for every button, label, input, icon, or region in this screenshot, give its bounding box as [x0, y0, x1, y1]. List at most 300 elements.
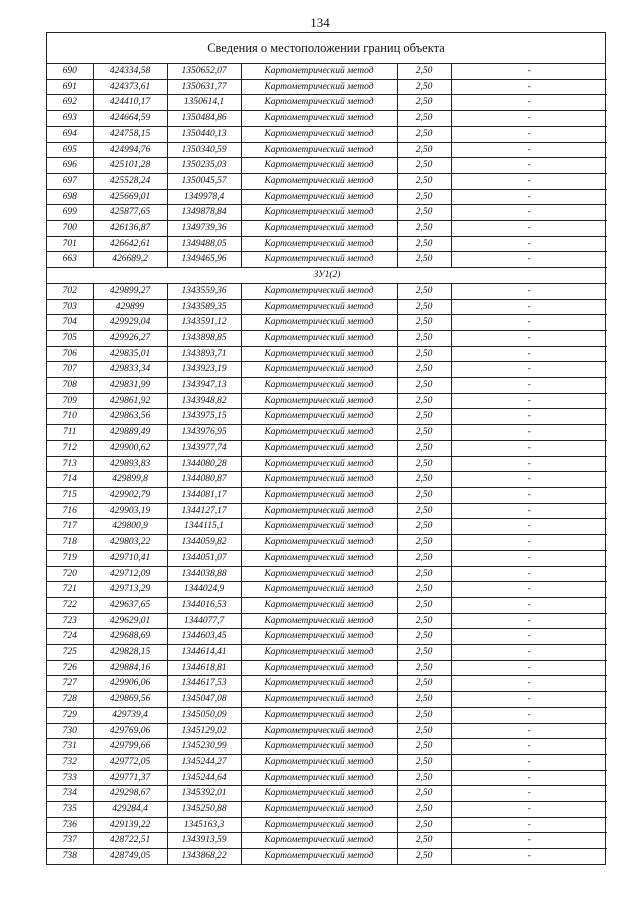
y-coordinate-cell: 1343977,74 — [167, 440, 241, 456]
y-coordinate-cell: 1344127,17 — [167, 503, 241, 519]
description-cell: - — [451, 519, 607, 535]
y-coordinate-cell: 1343868,22 — [167, 849, 241, 864]
x-coordinate-cell: 429139,22 — [93, 817, 167, 833]
table-row — [47, 723, 607, 739]
accuracy-cell: 2,50 — [397, 362, 451, 378]
description-cell: - — [451, 676, 607, 692]
x-coordinate-cell: 428749,05 — [93, 849, 167, 864]
point-number-cell: 702 — [47, 283, 93, 299]
method-cell: Картометрический метод — [241, 535, 397, 551]
method-cell: Картометрический метод — [241, 817, 397, 833]
method-cell: Картометрический метод — [241, 597, 397, 613]
description-cell: - — [451, 173, 607, 189]
point-number-cell: 711 — [47, 425, 93, 441]
accuracy-cell: 2,50 — [397, 597, 451, 613]
description-cell: - — [451, 409, 607, 425]
method-cell: Картометрический метод — [241, 754, 397, 770]
y-coordinate-cell: 1349978,4 — [167, 189, 241, 205]
accuracy-cell: 2,50 — [397, 629, 451, 645]
y-coordinate-cell: 1350045,57 — [167, 173, 241, 189]
x-coordinate-cell: 424334,58 — [93, 64, 167, 79]
x-coordinate-cell: 429861,92 — [93, 393, 167, 409]
coordinates-table — [47, 64, 607, 864]
x-coordinate-cell: 429769,06 — [93, 723, 167, 739]
table-row — [47, 550, 607, 566]
method-cell: Картометрический метод — [241, 456, 397, 472]
table-row — [47, 283, 607, 299]
boundary-table-frame — [46, 32, 606, 865]
method-cell: Картометрический метод — [241, 786, 397, 802]
table-row — [47, 158, 607, 174]
description-cell: - — [451, 613, 607, 629]
point-number-cell: 737 — [47, 833, 93, 849]
x-coordinate-cell: 429902,79 — [93, 487, 167, 503]
x-coordinate-cell: 429713,29 — [93, 582, 167, 598]
method-cell: Картометрический метод — [241, 173, 397, 189]
point-number-cell: 731 — [47, 739, 93, 755]
x-coordinate-cell: 429771,37 — [93, 770, 167, 786]
table-row — [47, 535, 607, 551]
method-cell: Картометрический метод — [241, 487, 397, 503]
method-cell: Картометрический метод — [241, 236, 397, 252]
method-cell: Картометрический метод — [241, 645, 397, 661]
accuracy-cell: 2,50 — [397, 582, 451, 598]
x-coordinate-cell: 429637,65 — [93, 597, 167, 613]
y-coordinate-cell: 1344059,82 — [167, 535, 241, 551]
point-number-cell: 727 — [47, 676, 93, 692]
y-coordinate-cell: 1350652,07 — [167, 64, 241, 79]
table-row — [47, 503, 607, 519]
y-coordinate-cell: 1350340,59 — [167, 142, 241, 158]
x-coordinate-cell: 429889,49 — [93, 425, 167, 441]
y-coordinate-cell: 1350440,13 — [167, 126, 241, 142]
x-coordinate-cell: 429900,62 — [93, 440, 167, 456]
y-coordinate-cell: 1344024,9 — [167, 582, 241, 598]
coordinates-table-body — [47, 64, 607, 864]
page-number: 134 — [310, 15, 330, 30]
table-row — [47, 566, 607, 582]
y-coordinate-cell: 1344080,87 — [167, 472, 241, 488]
accuracy-cell: 2,50 — [397, 346, 451, 362]
x-coordinate-cell: 429833,34 — [93, 362, 167, 378]
point-number-cell: 730 — [47, 723, 93, 739]
table-row — [47, 786, 607, 802]
accuracy-cell: 2,50 — [397, 409, 451, 425]
description-cell: - — [451, 629, 607, 645]
method-cell: Картометрический метод — [241, 126, 397, 142]
description-cell: - — [451, 189, 607, 205]
description-cell: - — [451, 346, 607, 362]
point-number-cell: 663 — [47, 252, 93, 268]
accuracy-cell: 2,50 — [397, 849, 451, 864]
point-number-cell: 699 — [47, 205, 93, 221]
x-coordinate-cell: 429926,27 — [93, 330, 167, 346]
y-coordinate-cell: 1349465,96 — [167, 252, 241, 268]
x-coordinate-cell: 425528,24 — [93, 173, 167, 189]
accuracy-cell: 2,50 — [397, 613, 451, 629]
accuracy-cell: 2,50 — [397, 645, 451, 661]
method-cell: Картометрический метод — [241, 739, 397, 755]
table-row — [47, 472, 607, 488]
y-coordinate-cell: 1344618,81 — [167, 660, 241, 676]
accuracy-cell: 2,50 — [397, 221, 451, 237]
y-coordinate-cell: 1343913,59 — [167, 833, 241, 849]
table-row — [47, 802, 607, 818]
method-cell: Картометрический метод — [241, 692, 397, 708]
accuracy-cell: 2,50 — [397, 566, 451, 582]
method-cell: Картометрический метод — [241, 770, 397, 786]
description-cell: - — [451, 299, 607, 315]
description-cell: - — [451, 707, 607, 723]
point-number-cell: 704 — [47, 315, 93, 331]
description-cell: - — [451, 456, 607, 472]
point-number-cell: 720 — [47, 566, 93, 582]
point-number-cell: 717 — [47, 519, 93, 535]
accuracy-cell: 2,50 — [397, 158, 451, 174]
x-coordinate-cell: 429284,4 — [93, 802, 167, 818]
point-number-cell: 703 — [47, 299, 93, 315]
point-number-cell: 694 — [47, 126, 93, 142]
table-row — [47, 126, 607, 142]
method-cell: Картометрический метод — [241, 550, 397, 566]
point-number-cell: 723 — [47, 613, 93, 629]
point-number-cell: 736 — [47, 817, 93, 833]
description-cell: - — [451, 739, 607, 755]
y-coordinate-cell: 1350631,77 — [167, 79, 241, 95]
method-cell: Картометрический метод — [241, 283, 397, 299]
table-row — [47, 519, 607, 535]
accuracy-cell: 2,50 — [397, 487, 451, 503]
accuracy-cell: 2,50 — [397, 707, 451, 723]
point-number-cell: 696 — [47, 158, 93, 174]
x-coordinate-cell: 429800,9 — [93, 519, 167, 535]
table-row — [47, 299, 607, 315]
point-number-cell: 719 — [47, 550, 93, 566]
point-number-cell: 706 — [47, 346, 93, 362]
method-cell: Картометрический метод — [241, 566, 397, 582]
description-cell: - — [451, 142, 607, 158]
accuracy-cell: 2,50 — [397, 378, 451, 394]
point-number-cell: 726 — [47, 660, 93, 676]
x-coordinate-cell: 429803,22 — [93, 535, 167, 551]
point-number-cell: 691 — [47, 79, 93, 95]
section-header-row — [47, 268, 607, 284]
y-coordinate-cell: 1343923,19 — [167, 362, 241, 378]
point-number-cell: 701 — [47, 236, 93, 252]
x-coordinate-cell: 429828,15 — [93, 645, 167, 661]
point-number-cell: 693 — [47, 111, 93, 127]
description-cell: - — [451, 440, 607, 456]
point-number-cell: 710 — [47, 409, 93, 425]
method-cell: Картометрический метод — [241, 64, 397, 79]
point-number-cell: 716 — [47, 503, 93, 519]
y-coordinate-cell: 1343947,13 — [167, 378, 241, 394]
accuracy-cell: 2,50 — [397, 95, 451, 111]
x-coordinate-cell: 429906,06 — [93, 676, 167, 692]
method-cell: Картометрический метод — [241, 346, 397, 362]
description-cell: - — [451, 64, 607, 79]
method-cell: Картометрический метод — [241, 142, 397, 158]
description-cell: - — [451, 378, 607, 394]
accuracy-cell: 2,50 — [397, 660, 451, 676]
point-number-cell: 718 — [47, 535, 93, 551]
accuracy-cell: 2,50 — [397, 142, 451, 158]
point-number-cell: 713 — [47, 456, 93, 472]
method-cell: Картометрический метод — [241, 582, 397, 598]
x-coordinate-cell: 424994,76 — [93, 142, 167, 158]
point-number-cell: 725 — [47, 645, 93, 661]
table-row — [47, 79, 607, 95]
x-coordinate-cell: 425101,28 — [93, 158, 167, 174]
table-row — [47, 456, 607, 472]
method-cell: Картометрический метод — [241, 676, 397, 692]
table-row — [47, 189, 607, 205]
table-row — [47, 378, 607, 394]
x-coordinate-cell: 429929,04 — [93, 315, 167, 331]
y-coordinate-cell: 1345129,02 — [167, 723, 241, 739]
accuracy-cell: 2,50 — [397, 754, 451, 770]
y-coordinate-cell: 1343559,36 — [167, 283, 241, 299]
point-number-cell: 692 — [47, 95, 93, 111]
point-number-cell: 698 — [47, 189, 93, 205]
point-number-cell: 735 — [47, 802, 93, 818]
description-cell: - — [451, 833, 607, 849]
x-coordinate-cell: 426136,87 — [93, 221, 167, 237]
description-cell: - — [451, 535, 607, 551]
x-coordinate-cell: 429298,67 — [93, 786, 167, 802]
description-cell: - — [451, 283, 607, 299]
point-number-cell: 690 — [47, 64, 93, 79]
method-cell: Картометрический метод — [241, 252, 397, 268]
x-coordinate-cell: 429772,05 — [93, 754, 167, 770]
accuracy-cell: 2,50 — [397, 802, 451, 818]
y-coordinate-cell: 1345392,01 — [167, 786, 241, 802]
table-row — [47, 770, 607, 786]
y-coordinate-cell: 1343976,95 — [167, 425, 241, 441]
y-coordinate-cell: 1343898,85 — [167, 330, 241, 346]
table-row — [47, 64, 607, 79]
y-coordinate-cell: 1349488,05 — [167, 236, 241, 252]
x-coordinate-cell: 426689,2 — [93, 252, 167, 268]
table-row — [47, 613, 607, 629]
accuracy-cell: 2,50 — [397, 817, 451, 833]
table-row — [47, 676, 607, 692]
y-coordinate-cell: 1344038,88 — [167, 566, 241, 582]
description-cell: - — [451, 660, 607, 676]
y-coordinate-cell: 1345230,99 — [167, 739, 241, 755]
table-row — [47, 754, 607, 770]
description-cell: - — [451, 723, 607, 739]
table-title: Сведения о местоположении границ объекта — [47, 33, 605, 64]
x-coordinate-cell: 429884,16 — [93, 660, 167, 676]
description-cell: - — [451, 330, 607, 346]
x-coordinate-cell: 424664,59 — [93, 111, 167, 127]
description-cell: - — [451, 393, 607, 409]
table-row — [47, 817, 607, 833]
table-row — [47, 409, 607, 425]
accuracy-cell: 2,50 — [397, 189, 451, 205]
x-coordinate-cell: 428722,51 — [93, 833, 167, 849]
method-cell: Картометрический метод — [241, 660, 397, 676]
table-row — [47, 833, 607, 849]
table-row — [47, 330, 607, 346]
y-coordinate-cell: 1345250,88 — [167, 802, 241, 818]
accuracy-cell: 2,50 — [397, 786, 451, 802]
x-coordinate-cell: 429688,69 — [93, 629, 167, 645]
description-cell: - — [451, 221, 607, 237]
y-coordinate-cell: 1344080,28 — [167, 456, 241, 472]
table-row — [47, 629, 607, 645]
description-cell: - — [451, 566, 607, 582]
x-coordinate-cell: 429869,56 — [93, 692, 167, 708]
point-number-cell: 707 — [47, 362, 93, 378]
y-coordinate-cell: 1349878,84 — [167, 205, 241, 221]
y-coordinate-cell: 1344051,07 — [167, 550, 241, 566]
x-coordinate-cell: 424410,17 — [93, 95, 167, 111]
y-coordinate-cell: 1345050,09 — [167, 707, 241, 723]
description-cell: - — [451, 582, 607, 598]
description-cell: - — [451, 802, 607, 818]
description-cell: - — [451, 111, 607, 127]
x-coordinate-cell: 429739,4 — [93, 707, 167, 723]
table-row — [47, 362, 607, 378]
description-cell: - — [451, 425, 607, 441]
description-cell: - — [451, 487, 607, 503]
y-coordinate-cell: 1344614,41 — [167, 645, 241, 661]
accuracy-cell: 2,50 — [397, 126, 451, 142]
y-coordinate-cell: 1343893,71 — [167, 346, 241, 362]
x-coordinate-cell: 429629,01 — [93, 613, 167, 629]
accuracy-cell: 2,50 — [397, 252, 451, 268]
accuracy-cell: 2,50 — [397, 236, 451, 252]
table-row — [47, 346, 607, 362]
accuracy-cell: 2,50 — [397, 393, 451, 409]
description-cell: - — [451, 786, 607, 802]
x-coordinate-cell: 429712,09 — [93, 566, 167, 582]
method-cell: Картометрический метод — [241, 315, 397, 331]
y-coordinate-cell: 1344016,53 — [167, 597, 241, 613]
method-cell: Картометрический метод — [241, 849, 397, 864]
description-cell: - — [451, 770, 607, 786]
point-number-cell: 712 — [47, 440, 93, 456]
method-cell: Картометрический метод — [241, 707, 397, 723]
method-cell: Картометрический метод — [241, 802, 397, 818]
accuracy-cell: 2,50 — [397, 770, 451, 786]
accuracy-cell: 2,50 — [397, 299, 451, 315]
table-row — [47, 111, 607, 127]
y-coordinate-cell: 1345163,3 — [167, 817, 241, 833]
table-row — [47, 582, 607, 598]
description-cell: - — [451, 236, 607, 252]
accuracy-cell: 2,50 — [397, 79, 451, 95]
point-number-cell: 715 — [47, 487, 93, 503]
description-cell: - — [451, 315, 607, 331]
point-number-cell: 738 — [47, 849, 93, 864]
point-number-cell: 709 — [47, 393, 93, 409]
table-row — [47, 739, 607, 755]
method-cell: Картометрический метод — [241, 723, 397, 739]
table-row — [47, 315, 607, 331]
description-cell: - — [451, 205, 607, 221]
description-cell: - — [451, 754, 607, 770]
x-coordinate-cell: 429893,83 — [93, 456, 167, 472]
y-coordinate-cell: 1350235,03 — [167, 158, 241, 174]
point-number-cell: 714 — [47, 472, 93, 488]
method-cell: Картометрический метод — [241, 613, 397, 629]
accuracy-cell: 2,50 — [397, 519, 451, 535]
accuracy-cell: 2,50 — [397, 173, 451, 189]
point-number-cell: 724 — [47, 629, 93, 645]
y-coordinate-cell: 1343975,15 — [167, 409, 241, 425]
table-row — [47, 660, 607, 676]
table-row — [47, 205, 607, 221]
y-coordinate-cell: 1343948,82 — [167, 393, 241, 409]
table-row — [47, 252, 607, 268]
x-coordinate-cell: 425669,01 — [93, 189, 167, 205]
method-cell: Картометрический метод — [241, 95, 397, 111]
point-number-cell: 729 — [47, 707, 93, 723]
y-coordinate-cell: 1344617,53 — [167, 676, 241, 692]
table-row — [47, 95, 607, 111]
description-cell: - — [451, 503, 607, 519]
table-row — [47, 173, 607, 189]
x-coordinate-cell: 429799,66 — [93, 739, 167, 755]
accuracy-cell: 2,50 — [397, 550, 451, 566]
table-row — [47, 142, 607, 158]
table-row — [47, 425, 607, 441]
table-row — [47, 707, 607, 723]
point-number-cell: 722 — [47, 597, 93, 613]
x-coordinate-cell: 429831,99 — [93, 378, 167, 394]
description-cell: - — [451, 158, 607, 174]
method-cell: Картометрический метод — [241, 378, 397, 394]
accuracy-cell: 2,50 — [397, 315, 451, 331]
description-cell: - — [451, 95, 607, 111]
method-cell: Картометрический метод — [241, 503, 397, 519]
accuracy-cell: 2,50 — [397, 111, 451, 127]
method-cell: Картометрический метод — [241, 79, 397, 95]
point-number-cell: 728 — [47, 692, 93, 708]
description-cell: - — [451, 692, 607, 708]
x-coordinate-cell: 429710,41 — [93, 550, 167, 566]
accuracy-cell: 2,50 — [397, 64, 451, 79]
method-cell: Картометрический метод — [241, 393, 397, 409]
accuracy-cell: 2,50 — [397, 692, 451, 708]
x-coordinate-cell: 429835,01 — [93, 346, 167, 362]
y-coordinate-cell: 1345244,64 — [167, 770, 241, 786]
description-cell: - — [451, 597, 607, 613]
table-row — [47, 221, 607, 237]
description-cell: - — [451, 645, 607, 661]
method-cell: Картометрический метод — [241, 330, 397, 346]
point-number-cell: 732 — [47, 754, 93, 770]
description-cell: - — [451, 550, 607, 566]
accuracy-cell: 2,50 — [397, 205, 451, 221]
x-coordinate-cell: 429899 — [93, 299, 167, 315]
point-number-cell: 733 — [47, 770, 93, 786]
table-row — [47, 692, 607, 708]
description-cell: - — [451, 362, 607, 378]
description-cell: - — [451, 252, 607, 268]
description-cell: - — [451, 126, 607, 142]
y-coordinate-cell: 1343589,35 — [167, 299, 241, 315]
x-coordinate-cell: 429903,19 — [93, 503, 167, 519]
accuracy-cell: 2,50 — [397, 456, 451, 472]
description-cell: - — [451, 817, 607, 833]
accuracy-cell: 2,50 — [397, 723, 451, 739]
table-row — [47, 645, 607, 661]
method-cell: Картометрический метод — [241, 440, 397, 456]
